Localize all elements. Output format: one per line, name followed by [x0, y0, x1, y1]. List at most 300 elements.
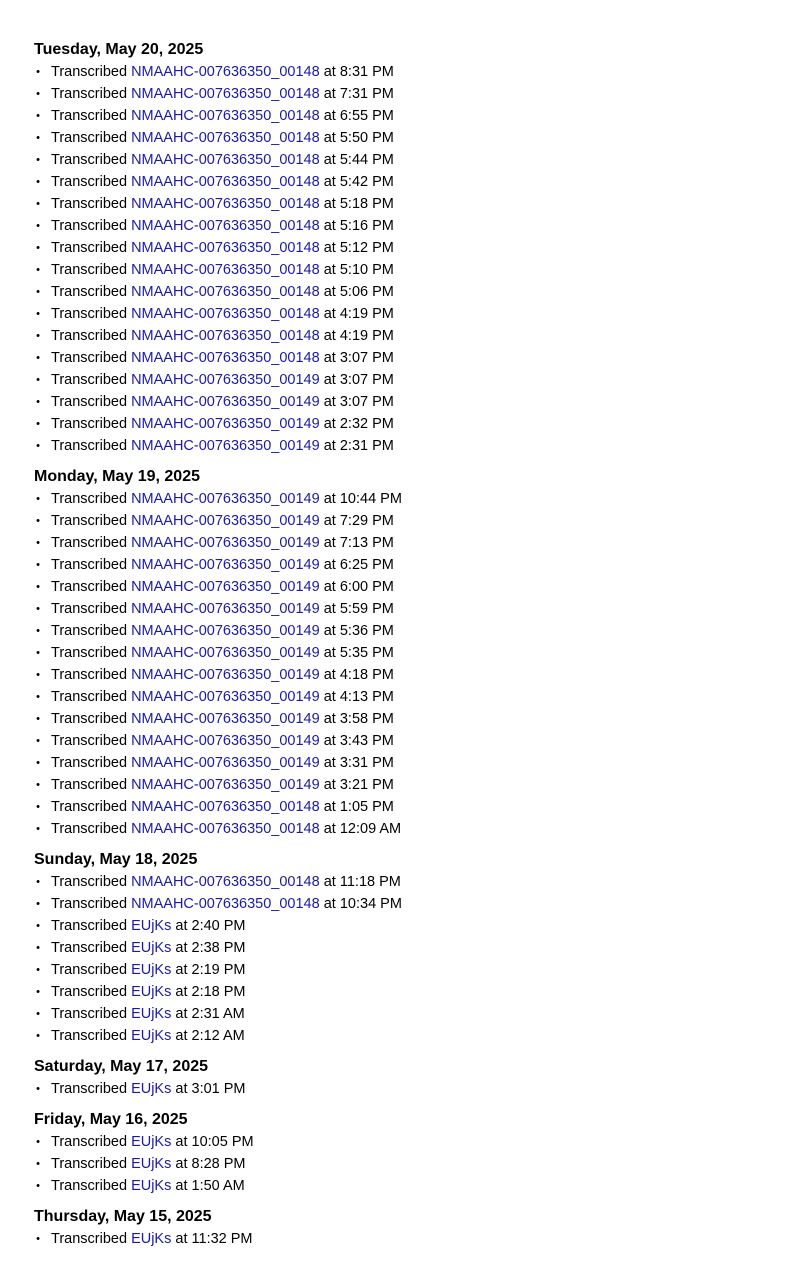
activity-entry [34, 215, 774, 237]
bullet-icon: • [36, 876, 40, 888]
item-link[interactable]: NMAAHC-007636350_00149 [131, 755, 320, 771]
entry-time: 3:31 PM [339, 755, 394, 771]
entry-verb: Transcribed [51, 962, 128, 978]
entry-at: at [323, 284, 336, 300]
item-link[interactable]: NMAAHC-007636350_00149 [131, 645, 320, 661]
activity-entry [34, 149, 774, 171]
activity-entry [34, 488, 774, 510]
entry-verb: Transcribed [51, 491, 128, 507]
item-link[interactable]: NMAAHC-007636350_00149 [131, 733, 320, 749]
item-link[interactable]: NMAAHC-007636350_00148 [131, 152, 320, 168]
activity-entry [34, 818, 774, 840]
item-link[interactable]: EUjKs [131, 1081, 172, 1097]
entry-at: at [323, 667, 336, 683]
day-group [34, 1056, 774, 1100]
entry-at: at [323, 218, 336, 234]
entry-verb: Transcribed [51, 579, 128, 595]
entry-time: 3:21 PM [339, 777, 394, 793]
entry-at: at [323, 689, 336, 705]
entry-verb: Transcribed [51, 601, 128, 617]
entry-time: 2:40 PM [191, 918, 246, 934]
entry-at: at [175, 1028, 188, 1044]
entry-time: 2:18 PM [191, 984, 246, 1000]
item-link[interactable]: NMAAHC-007636350_00148 [131, 196, 320, 212]
entry-verb: Transcribed [51, 1156, 128, 1172]
entry-time: 7:29 PM [339, 513, 394, 529]
entry-at: at [323, 196, 336, 212]
activity-entry [34, 281, 774, 303]
entry-verb: Transcribed [51, 1134, 128, 1150]
bullet-icon: • [36, 713, 40, 725]
bullet-icon: • [36, 669, 40, 681]
entry-at: at [175, 1134, 188, 1150]
item-link[interactable]: NMAAHC-007636350_00149 [131, 601, 320, 617]
activity-entry [34, 435, 774, 457]
entry-at: at [323, 64, 336, 80]
entry-time: 4:19 PM [339, 328, 394, 344]
activity-entry [34, 686, 774, 708]
entry-time: 5:18 PM [339, 196, 394, 212]
activity-entry [34, 369, 774, 391]
bullet-icon: • [36, 88, 40, 100]
bullet-icon: • [36, 1136, 40, 1148]
activity-entry [34, 391, 774, 413]
bullet-icon: • [36, 757, 40, 769]
entry-verb: Transcribed [51, 821, 128, 837]
item-link[interactable]: NMAAHC-007636350_00149 [131, 623, 320, 639]
bullet-icon: • [36, 1030, 40, 1042]
entry-verb: Transcribed [51, 438, 128, 454]
bullet-icon: • [36, 154, 40, 166]
entry-at: at [175, 962, 188, 978]
entry-at: at [175, 918, 188, 934]
entry-list [34, 488, 774, 840]
entry-time: 5:35 PM [339, 645, 394, 661]
entry-at: at [323, 513, 336, 529]
entry-time: 11:18 PM [339, 874, 401, 890]
entry-time: 8:31 PM [339, 64, 394, 80]
entry-time: 6:00 PM [339, 579, 394, 595]
entry-verb: Transcribed [51, 896, 128, 912]
entry-time: 10:05 PM [191, 1134, 254, 1150]
bullet-icon: • [36, 1083, 40, 1095]
entry-verb: Transcribed [51, 262, 128, 278]
entry-verb: Transcribed [51, 755, 128, 771]
entry-at: at [323, 108, 336, 124]
bullet-icon: • [36, 286, 40, 298]
entry-verb: Transcribed [51, 350, 128, 366]
bullet-icon: • [36, 1180, 40, 1192]
day-heading: Monday, May 19, 2025 [34, 468, 200, 485]
item-link[interactable]: NMAAHC-007636350_00148 [131, 306, 320, 322]
item-link[interactable]: NMAAHC-007636350_00148 [131, 328, 320, 344]
bullet-icon: • [36, 374, 40, 386]
entry-verb: Transcribed [51, 733, 128, 749]
activity-entry [34, 554, 774, 576]
activity-entry [34, 1025, 774, 1047]
bullet-icon: • [36, 1158, 40, 1170]
entry-verb: Transcribed [51, 535, 128, 551]
entry-time: 7:13 PM [339, 535, 394, 551]
entry-time: 5:59 PM [339, 601, 394, 617]
entry-verb: Transcribed [51, 667, 128, 683]
day-heading: Friday, May 16, 2025 [34, 1111, 188, 1128]
activity-entry [34, 105, 774, 127]
entry-list [34, 871, 774, 1047]
activity-entry [34, 937, 774, 959]
entry-at: at [323, 733, 336, 749]
day-group [34, 1109, 774, 1197]
entry-at: at [323, 777, 336, 793]
entry-list [34, 1131, 774, 1197]
entry-list [34, 61, 774, 457]
entry-verb: Transcribed [51, 799, 128, 815]
item-link[interactable]: EUjKs [131, 962, 172, 978]
entry-at: at [323, 328, 336, 344]
item-link[interactable]: NMAAHC-007636350_00148 [131, 821, 320, 837]
bullet-icon: • [36, 603, 40, 615]
entry-verb: Transcribed [51, 1006, 128, 1022]
item-link[interactable]: NMAAHC-007636350_00148 [131, 218, 320, 234]
item-link[interactable]: NMAAHC-007636350_00148 [131, 240, 320, 256]
entry-time: 2:19 PM [191, 962, 246, 978]
item-link[interactable]: NMAAHC-007636350_00149 [131, 579, 320, 595]
activity-entry [34, 1003, 774, 1025]
entry-at: at [323, 491, 336, 507]
bullet-icon: • [36, 110, 40, 122]
activity-entry [34, 1078, 774, 1100]
bullet-icon: • [36, 1008, 40, 1020]
day-heading: Tuesday, May 20, 2025 [34, 41, 204, 58]
activity-entry [34, 576, 774, 598]
bullet-icon: • [36, 242, 40, 254]
entry-time: 1:50 AM [191, 1178, 245, 1194]
bullet-icon: • [36, 264, 40, 276]
bullet-icon: • [36, 308, 40, 320]
item-link[interactable]: NMAAHC-007636350_00149 [131, 438, 320, 454]
item-link[interactable]: NMAAHC-007636350_00148 [131, 799, 320, 815]
entry-at: at [175, 940, 188, 956]
bullet-icon: • [36, 735, 40, 747]
activity-entry [34, 347, 774, 369]
entry-at: at [323, 711, 336, 727]
item-link[interactable]: NMAAHC-007636350_00148 [131, 86, 320, 102]
item-link[interactable]: NMAAHC-007636350_00149 [131, 557, 320, 573]
activity-entry [34, 325, 774, 347]
entry-at: at [323, 152, 336, 168]
entry-verb: Transcribed [51, 1231, 128, 1247]
entry-verb: Transcribed [51, 130, 128, 146]
activity-entry [34, 61, 774, 83]
entry-at: at [175, 1178, 188, 1194]
entry-time: 6:55 PM [339, 108, 394, 124]
entry-at: at [175, 1156, 188, 1172]
entry-at: at [323, 394, 336, 410]
entry-at: at [323, 601, 336, 617]
entry-time: 10:44 PM [339, 491, 402, 507]
item-link[interactable]: EUjKs [131, 1178, 172, 1194]
entry-at: at [175, 1006, 188, 1022]
entry-verb: Transcribed [51, 394, 128, 410]
item-link[interactable]: NMAAHC-007636350_00149 [131, 491, 320, 507]
bullet-icon: • [36, 964, 40, 976]
activity-entry [34, 83, 774, 105]
entry-time: 12:09 AM [339, 821, 402, 837]
entry-verb: Transcribed [51, 174, 128, 190]
activity-entry [34, 413, 774, 435]
activity-entry [34, 1153, 774, 1175]
bullet-icon: • [36, 493, 40, 505]
entry-time: 5:16 PM [339, 218, 394, 234]
entry-verb: Transcribed [51, 416, 128, 432]
entry-at: at [323, 874, 336, 890]
item-link[interactable]: NMAAHC-007636350_00149 [131, 711, 320, 727]
entry-verb: Transcribed [51, 557, 128, 573]
entry-verb: Transcribed [51, 218, 128, 234]
activity-entry [34, 237, 774, 259]
entry-verb: Transcribed [51, 196, 128, 212]
entry-time: 5:06 PM [339, 284, 394, 300]
activity-entry [34, 598, 774, 620]
entry-at: at [323, 262, 336, 278]
item-link[interactable]: EUjKs [131, 1156, 172, 1172]
item-link[interactable]: NMAAHC-007636350_00149 [131, 416, 320, 432]
entry-at: at [323, 350, 336, 366]
bullet-icon: • [36, 823, 40, 835]
entry-time: 3:01 PM [191, 1081, 246, 1097]
entry-list [34, 1078, 774, 1100]
activity-entry [34, 193, 774, 215]
entry-at: at [175, 1081, 188, 1097]
item-link[interactable]: EUjKs [131, 1231, 172, 1247]
item-link[interactable]: NMAAHC-007636350_00148 [131, 174, 320, 190]
entry-at: at [323, 438, 336, 454]
bullet-icon: • [36, 647, 40, 659]
bullet-icon: • [36, 581, 40, 593]
activity-entry [34, 510, 774, 532]
bullet-icon: • [36, 920, 40, 932]
activity-entry [34, 1175, 774, 1197]
entry-time: 5:50 PM [339, 130, 394, 146]
bullet-icon: • [36, 132, 40, 144]
item-link[interactable]: EUjKs [131, 1028, 172, 1044]
item-link[interactable]: NMAAHC-007636350_00148 [131, 108, 320, 124]
entry-verb: Transcribed [51, 777, 128, 793]
entry-list [34, 1228, 774, 1250]
item-link[interactable]: NMAAHC-007636350_00148 [131, 130, 320, 146]
bullet-icon: • [36, 559, 40, 571]
bullet-icon: • [36, 779, 40, 791]
day-group [34, 39, 774, 457]
activity-entry [34, 303, 774, 325]
entry-time: 3:43 PM [339, 733, 394, 749]
entry-verb: Transcribed [51, 918, 128, 934]
entry-verb: Transcribed [51, 1081, 128, 1097]
day-group [34, 466, 774, 840]
entry-at: at [323, 645, 336, 661]
day-group [34, 1206, 774, 1250]
item-link[interactable]: NMAAHC-007636350_00149 [131, 667, 320, 683]
activity-log [34, 39, 774, 1259]
entry-at: at [323, 896, 336, 912]
entry-verb: Transcribed [51, 711, 128, 727]
entry-time: 5:42 PM [339, 174, 394, 190]
activity-entry [34, 774, 774, 796]
item-link[interactable]: NMAAHC-007636350_00149 [131, 372, 320, 388]
activity-entry [34, 620, 774, 642]
entry-verb: Transcribed [51, 623, 128, 639]
item-link[interactable]: NMAAHC-007636350_00149 [131, 394, 320, 410]
item-link[interactable]: NMAAHC-007636350_00149 [131, 535, 320, 551]
entry-time: 4:13 PM [339, 689, 394, 705]
entry-verb: Transcribed [51, 328, 128, 344]
item-link[interactable]: NMAAHC-007636350_00149 [131, 689, 320, 705]
activity-entry [34, 664, 774, 686]
entry-verb: Transcribed [51, 64, 128, 80]
entry-at: at [323, 579, 336, 595]
activity-entry [34, 915, 774, 937]
bullet-icon: • [36, 220, 40, 232]
entry-verb: Transcribed [51, 284, 128, 300]
activity-entry [34, 959, 774, 981]
entry-at: at [323, 623, 336, 639]
bullet-icon: • [36, 942, 40, 954]
activity-entry [34, 893, 774, 915]
item-link[interactable]: EUjKs [131, 918, 172, 934]
entry-time: 5:12 PM [339, 240, 394, 256]
bullet-icon: • [36, 330, 40, 342]
entry-at: at [323, 372, 336, 388]
bullet-icon: • [36, 352, 40, 364]
entry-time: 2:31 PM [339, 438, 394, 454]
item-link[interactable]: NMAAHC-007636350_00148 [131, 64, 320, 80]
item-link[interactable]: NMAAHC-007636350_00148 [131, 262, 320, 278]
entry-time: 11:32 PM [191, 1231, 253, 1247]
entry-at: at [323, 130, 336, 146]
entry-verb: Transcribed [51, 108, 128, 124]
entry-time: 3:07 PM [339, 372, 394, 388]
entry-time: 3:07 PM [339, 350, 394, 366]
activity-entry [34, 1131, 774, 1153]
bullet-icon: • [36, 625, 40, 637]
entry-verb: Transcribed [51, 86, 128, 102]
entry-verb: Transcribed [51, 940, 128, 956]
entry-at: at [175, 1231, 188, 1247]
item-link[interactable]: NMAAHC-007636350_00148 [131, 874, 320, 890]
day-group [34, 849, 774, 1047]
entry-time: 2:31 AM [191, 1006, 245, 1022]
item-link[interactable]: EUjKs [131, 940, 172, 956]
entry-time: 3:07 PM [339, 394, 394, 410]
activity-entry [34, 730, 774, 752]
activity-entry [34, 1228, 774, 1250]
entry-time: 5:44 PM [339, 152, 394, 168]
entry-at: at [323, 799, 336, 815]
activity-entry [34, 532, 774, 554]
entry-verb: Transcribed [51, 372, 128, 388]
bullet-icon: • [36, 691, 40, 703]
entry-time: 4:19 PM [339, 306, 394, 322]
activity-entry [34, 171, 774, 193]
entry-verb: Transcribed [51, 306, 128, 322]
entry-at: at [323, 240, 336, 256]
entry-at: at [323, 86, 336, 102]
item-link[interactable]: NMAAHC-007636350_00149 [131, 777, 320, 793]
bullet-icon: • [36, 515, 40, 527]
entry-time: 10:34 PM [339, 896, 402, 912]
entry-at: at [323, 821, 336, 837]
bullet-icon: • [36, 396, 40, 408]
entry-at: at [323, 306, 336, 322]
day-heading: Sunday, May 18, 2025 [34, 851, 198, 868]
item-link[interactable]: NMAAHC-007636350_00148 [131, 284, 320, 300]
bullet-icon: • [36, 986, 40, 998]
item-link[interactable]: NMAAHC-007636350_00149 [131, 513, 320, 529]
bullet-icon: • [36, 176, 40, 188]
activity-entry [34, 259, 774, 281]
entry-verb: Transcribed [51, 689, 128, 705]
bullet-icon: • [36, 801, 40, 813]
entry-at: at [323, 416, 336, 432]
bullet-icon: • [36, 898, 40, 910]
entry-verb: Transcribed [51, 1028, 128, 1044]
day-heading: Thursday, May 15, 2025 [34, 1208, 212, 1225]
entry-verb: Transcribed [51, 513, 128, 529]
activity-entry [34, 127, 774, 149]
item-link[interactable]: NMAAHC-007636350_00148 [131, 896, 320, 912]
entry-time: 2:12 AM [191, 1028, 245, 1044]
entry-verb: Transcribed [51, 152, 128, 168]
entry-at: at [323, 174, 336, 190]
bullet-icon: • [36, 440, 40, 452]
bullet-icon: • [36, 1233, 40, 1245]
entry-verb: Transcribed [51, 240, 128, 256]
entry-verb: Transcribed [51, 1178, 128, 1194]
activity-entry [34, 871, 774, 893]
day-heading: Saturday, May 17, 2025 [34, 1058, 209, 1075]
entry-at: at [323, 557, 336, 573]
entry-verb: Transcribed [51, 874, 128, 890]
entry-time: 6:25 PM [339, 557, 394, 573]
item-link[interactable]: EUjKs [131, 1006, 172, 1022]
bullet-icon: • [36, 537, 40, 549]
activity-entry [34, 642, 774, 664]
entry-at: at [323, 535, 336, 551]
entry-time: 2:38 PM [191, 940, 246, 956]
entry-verb: Transcribed [51, 984, 128, 1000]
item-link[interactable]: NMAAHC-007636350_00148 [131, 350, 320, 366]
item-link[interactable]: EUjKs [131, 1134, 172, 1150]
entry-time: 4:18 PM [339, 667, 394, 683]
bullet-icon: • [36, 198, 40, 210]
activity-entry [34, 708, 774, 730]
entry-time: 5:10 PM [339, 262, 394, 278]
entry-time: 3:58 PM [339, 711, 394, 727]
bullet-icon: • [36, 418, 40, 430]
entry-time: 5:36 PM [339, 623, 394, 639]
entry-time: 1:05 PM [339, 799, 394, 815]
bullet-icon: • [36, 66, 40, 78]
activity-entry [34, 796, 774, 818]
entry-time: 8:28 PM [191, 1156, 246, 1172]
entry-time: 2:32 PM [339, 416, 394, 432]
entry-verb: Transcribed [51, 645, 128, 661]
entry-time: 7:31 PM [339, 86, 394, 102]
item-link[interactable]: EUjKs [131, 984, 172, 1000]
activity-entry [34, 752, 774, 774]
activity-entry [34, 981, 774, 1003]
entry-at: at [323, 755, 336, 771]
